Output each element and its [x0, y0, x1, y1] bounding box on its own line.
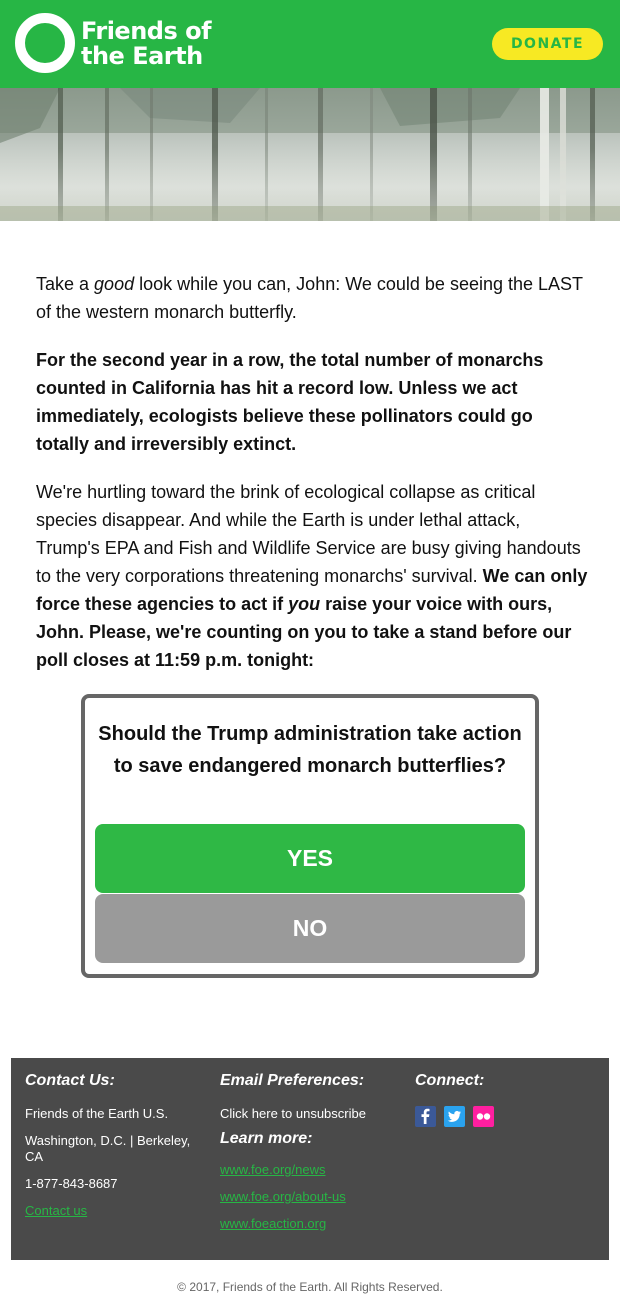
- yes-button[interactable]: YES: [95, 824, 525, 893]
- header: [0, 0, 620, 88]
- no-button[interactable]: NO: [95, 894, 525, 963]
- intro-emphasis: good: [94, 274, 135, 294]
- unsubscribe-link[interactable]: Click here to unsubscribe: [220, 1106, 366, 1121]
- donate-button[interactable]: DONATE: [492, 28, 603, 60]
- flickr-icon[interactable]: [473, 1106, 494, 1127]
- forest-trees-illustration: [0, 88, 620, 221]
- logo-line-1: Friends of: [81, 17, 212, 45]
- news-link[interactable]: www.foe.org/news: [220, 1162, 326, 1177]
- poll-question: Should the Trump administration take action to save endangered monarch butterflies?: [98, 723, 522, 777]
- contact-heading: Contact Us:: [25, 1072, 115, 1089]
- org-name: Friends of the Earth U.S.: [25, 1106, 169, 1121]
- email-preferences-column: [220, 1072, 400, 1243]
- logo-text: [81, 19, 211, 69]
- office-locations: Washington, D.C. | Berkeley, CA: [25, 1133, 191, 1164]
- phone-number: 1-877-843-8687: [25, 1176, 118, 1191]
- contact-column: [25, 1072, 205, 1230]
- friends-of-the-earth-logo[interactable]: [15, 13, 225, 75]
- learn-more-heading: Learn more:: [220, 1130, 313, 1147]
- contact-us-link[interactable]: Contact us: [25, 1203, 88, 1218]
- call-to-action-paragraph: [36, 478, 588, 674]
- footer: [11, 1058, 609, 1260]
- intro-text-a: Take a: [36, 274, 95, 294]
- connect-heading: Connect:: [415, 1072, 485, 1089]
- cta-text-a: We're hurtling toward the brink of ecological collapse as critical species disappear. And while the Earth is under lethal attack, Trump's EPA and Fish and Wildlife Service are busy giving handouts to the very corporations threatening monarchs' survival.: [36, 482, 581, 586]
- logo-line-2: the Earth: [81, 42, 203, 70]
- intro-paragraph: [36, 270, 588, 326]
- logo-ring-icon: [15, 13, 75, 73]
- forest-hero-image: [0, 88, 620, 221]
- foeaction-link[interactable]: www.foeaction.org: [220, 1216, 327, 1231]
- twitter-icon[interactable]: [444, 1106, 465, 1127]
- cta-text-b: We can only force these agencies to act if: [36, 566, 588, 614]
- monarch-record-low-paragraph: For the second year in a row, the total number of monarchs counted in California has hit a record low. Unless we act immediately, ecologists believe these pollinators could go totally and irreversibly extinct.: [36, 350, 544, 454]
- email-body: [36, 270, 588, 694]
- poll-box: [81, 694, 539, 978]
- email-preferences-heading: Email Preferences:: [220, 1072, 365, 1089]
- facebook-icon[interactable]: [415, 1106, 436, 1127]
- intro-text-b: look while you can, John: We could be seeing the LAST of the western monarch butterfly.: [36, 274, 583, 322]
- cta-text-c: raise your voice with ours, John. Please, we're counting on you to take a stand before our poll closes at 11:59 p.m. tonight:: [36, 594, 572, 670]
- connect-column: [415, 1072, 595, 1127]
- cta-emphasis: you: [288, 594, 321, 614]
- copyright-notice: © 2017, Friends of the Earth. All Rights Reserved.: [177, 1280, 443, 1294]
- about-us-link[interactable]: www.foe.org/about-us: [220, 1189, 346, 1204]
- social-links: [415, 1106, 595, 1127]
